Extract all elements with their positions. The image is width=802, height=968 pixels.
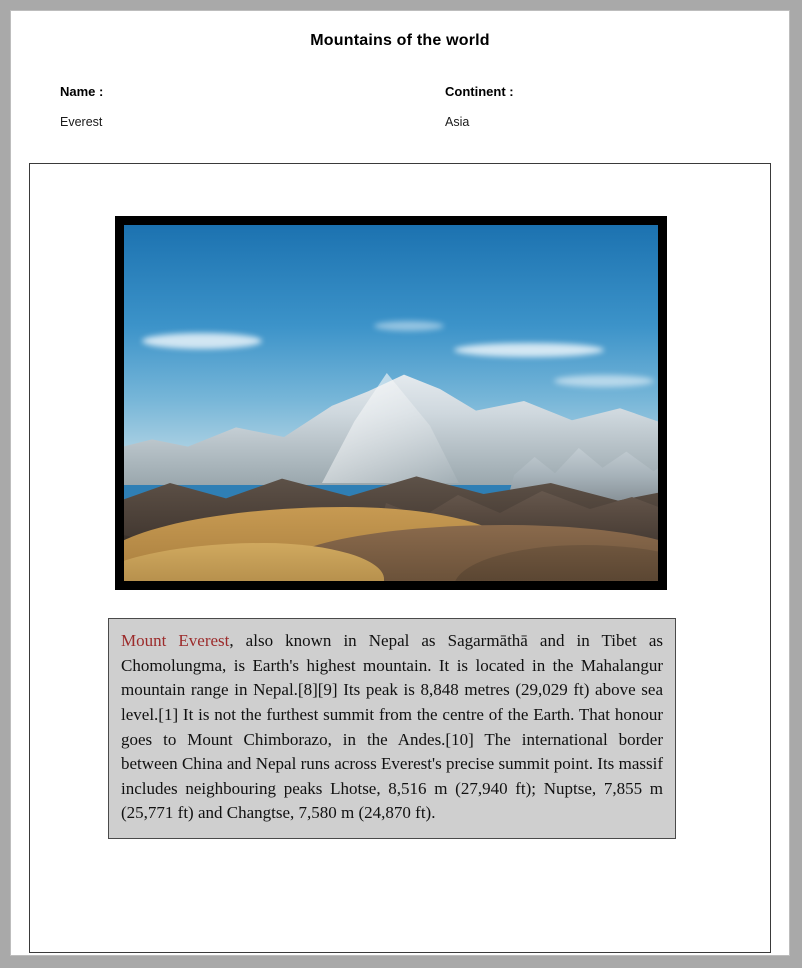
mountain-photo-frame	[115, 216, 667, 590]
cloud-icon	[374, 321, 444, 331]
description-highlight: Mount Everest	[121, 631, 230, 650]
page-title: Mountains of the world	[310, 32, 490, 49]
field-name	[60, 84, 103, 129]
mountain-photo	[124, 225, 658, 581]
field-continent	[445, 84, 514, 129]
cloud-icon	[142, 333, 262, 349]
field-name-value: Everest	[60, 115, 103, 129]
document-page	[10, 10, 790, 956]
field-row	[11, 84, 789, 140]
description-box	[108, 618, 676, 839]
description-text: , also known in Nepal as Sagarmāthā and in Tibet as Chomolungma, is Earth's highest mountain. It is located in the Mahalangur mountain range in Nepal.[8][9] Its peak is 8,848 metres (29,029 ft) above sea level.[1] It is not the furthest summit from the centre of the Earth. That honour goes to Mount Chimborazo, in the Andes.[10] The international border between China and Nepal runs across Everest's precise summit point. Its massif includes neighbouring peaks Lhotse, 8,516 m (27,940 ft); Nuptse, 7,855 m (25,771 ft) and Changtse, 7,580 m (24,870 ft).	[121, 631, 663, 823]
field-continent-value: Asia	[445, 115, 470, 129]
field-name-label: Name :	[60, 84, 104, 99]
cloud-icon	[554, 375, 654, 387]
cloud-icon	[454, 343, 604, 357]
content-panel	[29, 163, 771, 953]
field-continent-label: Continent :	[445, 84, 514, 99]
